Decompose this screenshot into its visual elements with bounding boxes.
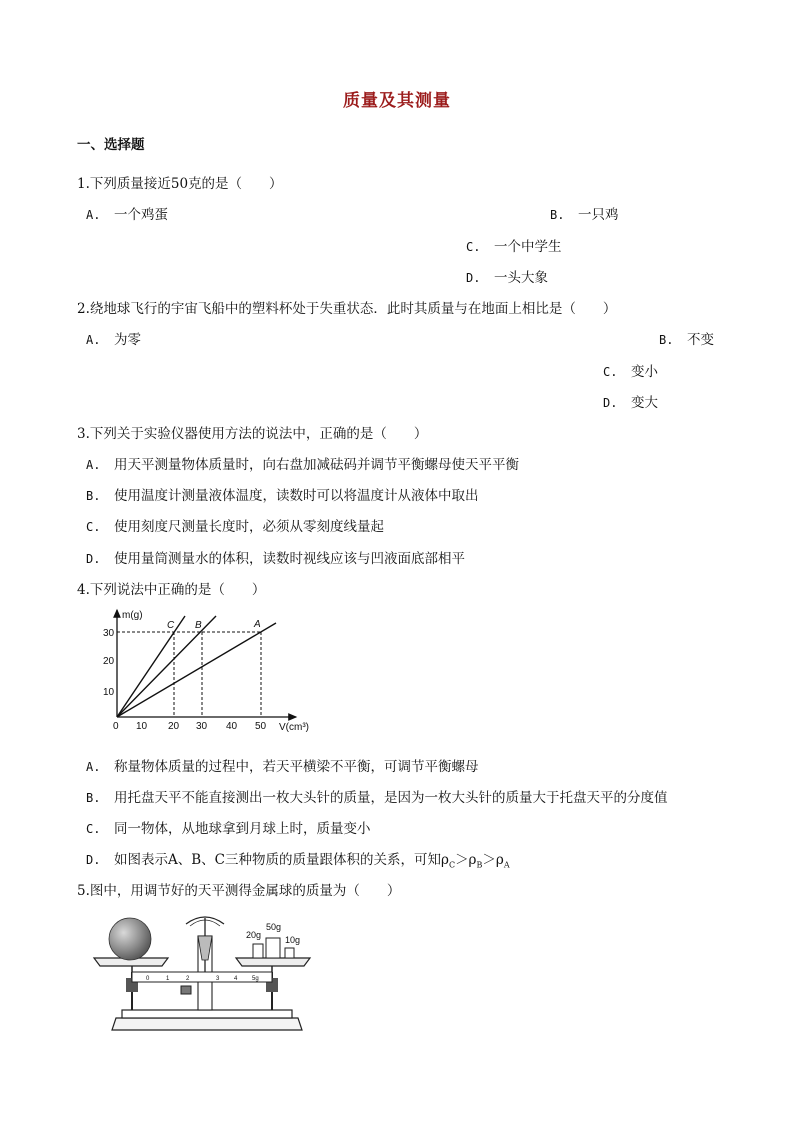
x-axis-label: V(cm³): [279, 722, 309, 733]
section-heading: 一、选择题: [77, 137, 145, 153]
option-text: 一个鸡蛋: [114, 207, 168, 223]
q4-option-a[interactable]: [86, 755, 479, 775]
balance-base-top: [122, 1010, 292, 1018]
option-letter: C.: [466, 240, 481, 254]
question-5-stem: 5.图中，用调节好的天平测得金属球的质量为（ ）: [77, 883, 401, 899]
mass-volume-graph: [96, 606, 316, 746]
weight-label-10g: 10g: [285, 935, 301, 945]
option-text: 同一物体，从地球拿到月球上时，质量变小: [114, 821, 371, 837]
option-text: 称量物体质量的过程中，若天平横梁不平衡，可调节平衡螺母: [114, 759, 479, 775]
weight-10g: [285, 948, 294, 958]
scale-mark: 4: [234, 976, 238, 982]
x-tick-label: 10: [136, 721, 148, 732]
option-letter: B.: [659, 333, 674, 347]
balance-beam: [132, 972, 272, 982]
option-text: 用天平测量物体质量时，向右盘加减砝码并调节平衡螺母使天平平衡: [114, 457, 519, 473]
line-a: [117, 623, 276, 717]
line-c: [117, 616, 185, 717]
option-text: 使用温度计测量液体温度，读数时可以将温度计从液体中取出: [114, 488, 479, 504]
q2-option-b[interactable]: [659, 328, 714, 348]
q1-option-d[interactable]: [466, 266, 548, 286]
option-letter: C.: [86, 822, 101, 836]
question-4-stem: 4.下列说法中正确的是（ ）: [77, 582, 266, 598]
option-letter: D.: [466, 271, 481, 285]
rider: [181, 986, 191, 994]
page-title: 质量及其测量: [343, 91, 451, 111]
option-letter: A.: [86, 458, 101, 472]
y-axis-label: m(g): [122, 610, 143, 621]
q1-option-c[interactable]: [466, 235, 562, 255]
x-tick-label: 30: [196, 721, 208, 732]
option-text: 一头大象: [494, 270, 548, 286]
option-text: 使用量筒测量水的体积，读数时视线应该与凹液面底部相平: [114, 551, 465, 567]
scale-mark: 3: [216, 976, 220, 982]
q4-option-d[interactable]: [86, 848, 510, 870]
balance-illustration: [88, 906, 328, 1046]
density-subscript-c: C: [448, 860, 456, 870]
line-a-label: A: [254, 619, 261, 630]
q1-option-b[interactable]: [550, 203, 619, 223]
option-text: 不变: [687, 332, 714, 348]
q3-option-c[interactable]: [86, 515, 384, 535]
option-text: 用托盘天平不能直接测出一枚大头针的质量，是因为一枚大头针的质量大于托盘天平的分度值: [114, 790, 668, 806]
option-text: 变小: [631, 364, 658, 380]
option-letter: B.: [550, 208, 565, 222]
density-relation: ＞ρ: [455, 852, 477, 868]
option-text: 如图表示A、B、C三种物质的质量跟体积的关系，可知ρ: [114, 852, 449, 868]
option-letter: A.: [86, 333, 101, 347]
balance-base: [112, 1018, 302, 1030]
q3-option-b[interactable]: [86, 484, 479, 504]
density-subscript-b: B: [476, 860, 483, 870]
option-letter: C.: [603, 365, 618, 379]
q3-option-d[interactable]: [86, 547, 465, 567]
right-pan: [236, 958, 310, 966]
density-relation: ＞ρ: [482, 852, 504, 868]
q2-option-a[interactable]: [86, 328, 141, 348]
q4-option-c[interactable]: [86, 817, 371, 837]
weight-20g: [253, 944, 263, 958]
line-b-label: B: [195, 620, 202, 631]
option-letter: C.: [86, 520, 101, 534]
q1-option-a[interactable]: [86, 203, 168, 223]
option-text: 一个中学生: [494, 239, 562, 255]
question-2-stem: 2.绕地球飞行的宇宙飞船中的塑料杯处于失重状态．此时其质量与在地面上相比是（ ）: [77, 301, 617, 317]
option-text: 变大: [631, 395, 658, 411]
origin-label: 0: [113, 721, 119, 732]
question-1-stem: 1.下列质量接近50克的是（ ）: [77, 176, 283, 192]
option-text: 为零: [114, 332, 141, 348]
option-letter: D.: [86, 853, 101, 867]
option-letter: B.: [86, 489, 101, 503]
option-text: 使用刻度尺测量长度时，必须从零刻度线量起: [114, 519, 384, 535]
line-c-label: C: [167, 620, 175, 631]
x-tick-label: 20: [168, 721, 180, 732]
density-subscript-a: A: [503, 860, 510, 870]
scale-mark: 5g: [252, 976, 259, 982]
y-tick-label: 10: [103, 687, 115, 698]
q2-option-c[interactable]: [603, 360, 658, 380]
weight-label-20g: 20g: [246, 930, 262, 940]
option-letter: A.: [86, 208, 101, 222]
metal-ball: [109, 918, 151, 960]
option-text: 一只鸡: [578, 207, 619, 223]
x-tick-label: 50: [255, 721, 267, 732]
q4-option-b[interactable]: [86, 786, 668, 806]
option-letter: B.: [86, 791, 101, 805]
weight-label-50g: 50g: [266, 922, 282, 932]
question-3-stem: 3.下列关于实验仪器使用方法的说法中，正确的是（ ）: [77, 426, 428, 442]
scale-mark: 0: [146, 976, 150, 982]
q2-option-d[interactable]: [603, 391, 658, 411]
scale-mark: 1: [166, 976, 170, 982]
y-tick-label: 20: [103, 656, 115, 667]
option-letter: D.: [603, 396, 618, 410]
option-letter: A.: [86, 760, 101, 774]
y-tick-label: 30: [103, 628, 115, 639]
x-tick-label: 40: [226, 721, 238, 732]
option-letter: D.: [86, 552, 101, 566]
q3-option-a[interactable]: [86, 453, 519, 473]
scale-mark: 2: [186, 976, 190, 982]
weight-50g: [266, 938, 280, 958]
